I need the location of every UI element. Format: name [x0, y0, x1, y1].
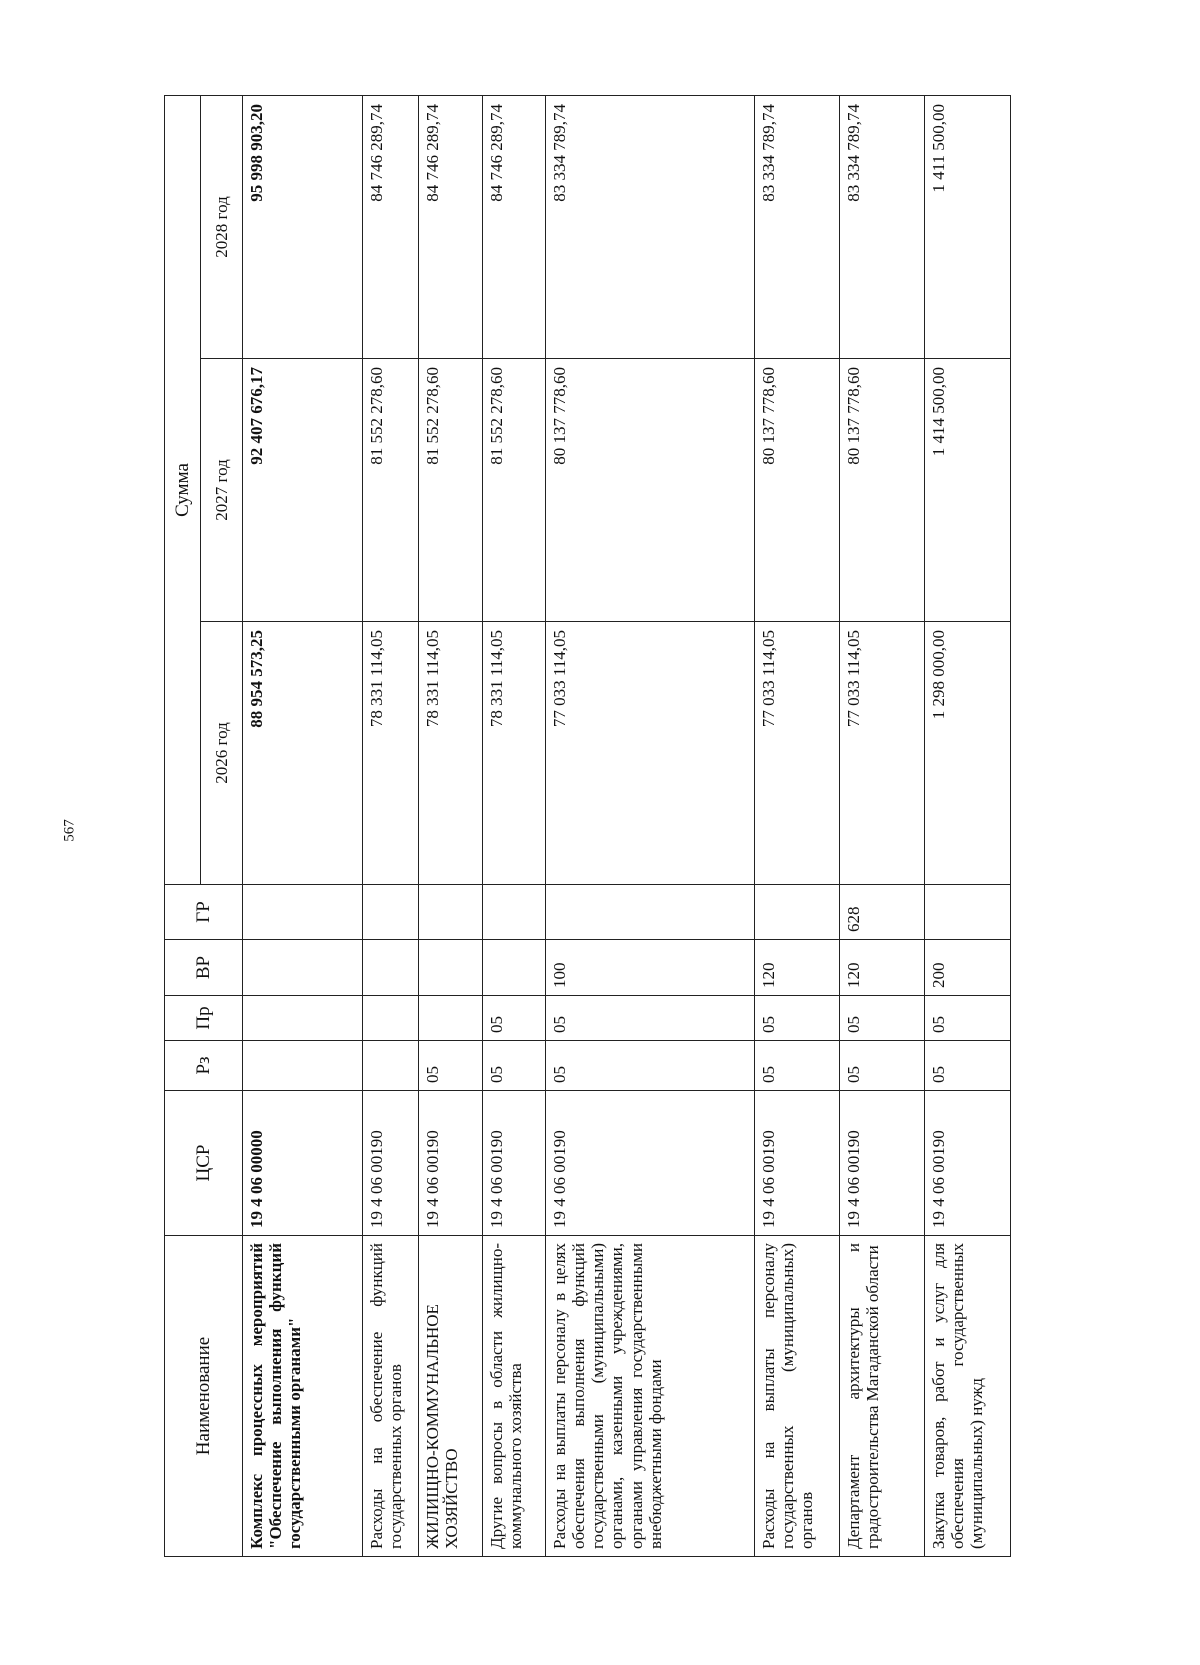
cell-vr	[243, 940, 363, 996]
header-2028: 2028 год	[201, 96, 243, 359]
cell-s2027: 81 552 278,60	[482, 359, 546, 622]
table-row	[924, 96, 1010, 1557]
header-sum: Сумма	[165, 96, 201, 885]
header-pr: Пр	[165, 996, 243, 1041]
cell-s2026: 78 331 114,05	[482, 622, 546, 885]
cell-vr: 200	[924, 940, 1010, 996]
budget-table	[164, 95, 1011, 1557]
cell-s2028: 84 746 289,74	[362, 96, 418, 359]
header-gr: ГР	[165, 885, 243, 940]
cell-s2027: 80 137 778,60	[839, 359, 924, 622]
cell-pr: 05	[839, 996, 924, 1041]
table-row	[418, 96, 482, 1557]
header-csr: ЦСР	[165, 1091, 243, 1236]
cell-vr: 120	[754, 940, 839, 996]
cell-s2027: 80 137 778,60	[754, 359, 839, 622]
cell-pr: 05	[546, 996, 754, 1041]
cell-s2027: 81 552 278,60	[362, 359, 418, 622]
cell-csr: 19 4 06 00000	[243, 1091, 363, 1236]
header-vr: ВР	[165, 940, 243, 996]
cell-name: Другие вопросы в области жилищно-коммунального хозяйства	[482, 1236, 546, 1557]
cell-gr	[362, 885, 418, 940]
cell-gr	[924, 885, 1010, 940]
cell-pr	[418, 996, 482, 1041]
header-name: Наименование	[165, 1236, 243, 1557]
cell-s2028: 1 411 500,00	[924, 96, 1010, 359]
cell-rz: 05	[546, 1041, 754, 1091]
cell-s2026: 1 298 000,00	[924, 622, 1010, 885]
cell-s2028: 83 334 789,74	[546, 96, 754, 359]
cell-s2027: 1 414 500,00	[924, 359, 1010, 622]
cell-rz	[243, 1041, 363, 1091]
cell-rz: 05	[418, 1041, 482, 1091]
cell-pr	[243, 996, 363, 1041]
cell-vr: 100	[546, 940, 754, 996]
cell-gr: 628	[839, 885, 924, 940]
cell-pr: 05	[482, 996, 546, 1041]
cell-pr: 05	[754, 996, 839, 1041]
cell-s2028: 83 334 789,74	[839, 96, 924, 359]
cell-csr: 19 4 06 00190	[546, 1091, 754, 1236]
table-row	[243, 96, 363, 1557]
cell-gr	[482, 885, 546, 940]
cell-rz: 05	[839, 1041, 924, 1091]
cell-csr: 19 4 06 00190	[418, 1091, 482, 1236]
cell-s2027: 92 407 676,17	[243, 359, 363, 622]
cell-name: Комплекс процессных мероприятий "Обеспечение выполнения функций государственными органами"	[243, 1236, 363, 1557]
cell-s2027: 80 137 778,60	[546, 359, 754, 622]
cell-vr	[482, 940, 546, 996]
cell-name: ЖИЛИЩНО-КОММУНАЛЬНОЕ ХОЗЯЙСТВО	[418, 1236, 482, 1557]
cell-name: Расходы на выплаты персоналу в целях обеспечения выполнения функций государственными (муниципальными) органами, казенными учреждениями, органами управления государственными внебюджетными фондами	[546, 1236, 754, 1557]
cell-name: Закупка товаров, работ и услуг для обеспечения государственных (муниципальных) нужд	[924, 1236, 1010, 1557]
cell-s2026: 77 033 114,05	[839, 622, 924, 885]
cell-rz: 05	[482, 1041, 546, 1091]
cell-csr: 19 4 06 00190	[754, 1091, 839, 1236]
cell-vr	[362, 940, 418, 996]
cell-name: Расходы на обеспечение функций государственных органов	[362, 1236, 418, 1557]
header-row-top	[165, 96, 201, 1557]
cell-s2028: 84 746 289,74	[482, 96, 546, 359]
cell-pr	[362, 996, 418, 1041]
table-row	[546, 96, 754, 1557]
cell-pr: 05	[924, 996, 1010, 1041]
cell-rz: 05	[924, 1041, 1010, 1091]
header-2026: 2026 год	[201, 622, 243, 885]
cell-s2026: 78 331 114,05	[362, 622, 418, 885]
table-body	[243, 96, 1011, 1557]
cell-s2026: 77 033 114,05	[754, 622, 839, 885]
header-rz: Рз	[165, 1041, 243, 1091]
cell-s2026: 77 033 114,05	[546, 622, 754, 885]
cell-s2028: 95 998 903,20	[243, 96, 363, 359]
cell-gr	[754, 885, 839, 940]
cell-csr: 19 4 06 00190	[924, 1091, 1010, 1236]
cell-s2026: 88 954 573,25	[243, 622, 363, 885]
cell-vr	[418, 940, 482, 996]
cell-s2028: 84 746 289,74	[418, 96, 482, 359]
page-number: 567	[61, 819, 78, 842]
cell-gr	[243, 885, 363, 940]
cell-s2028: 83 334 789,74	[754, 96, 839, 359]
table-row	[362, 96, 418, 1557]
cell-rz: 05	[754, 1041, 839, 1091]
header-2027: 2027 год	[201, 359, 243, 622]
cell-csr: 19 4 06 00190	[482, 1091, 546, 1236]
cell-csr: 19 4 06 00190	[362, 1091, 418, 1236]
cell-s2026: 78 331 114,05	[418, 622, 482, 885]
table-row	[482, 96, 546, 1557]
cell-vr: 120	[839, 940, 924, 996]
cell-name: Департамент архитектуры и градостроительства Магаданской области	[839, 1236, 924, 1557]
table-row	[754, 96, 839, 1557]
cell-rz	[362, 1041, 418, 1091]
cell-s2027: 81 552 278,60	[418, 359, 482, 622]
rotated-table-container	[164, 96, 1011, 1557]
cell-name: Расходы на выплаты персоналу государственных (муниципальных) органов	[754, 1236, 839, 1557]
cell-gr	[418, 885, 482, 940]
cell-csr: 19 4 06 00190	[839, 1091, 924, 1236]
cell-gr	[546, 885, 754, 940]
table-row	[839, 96, 924, 1557]
